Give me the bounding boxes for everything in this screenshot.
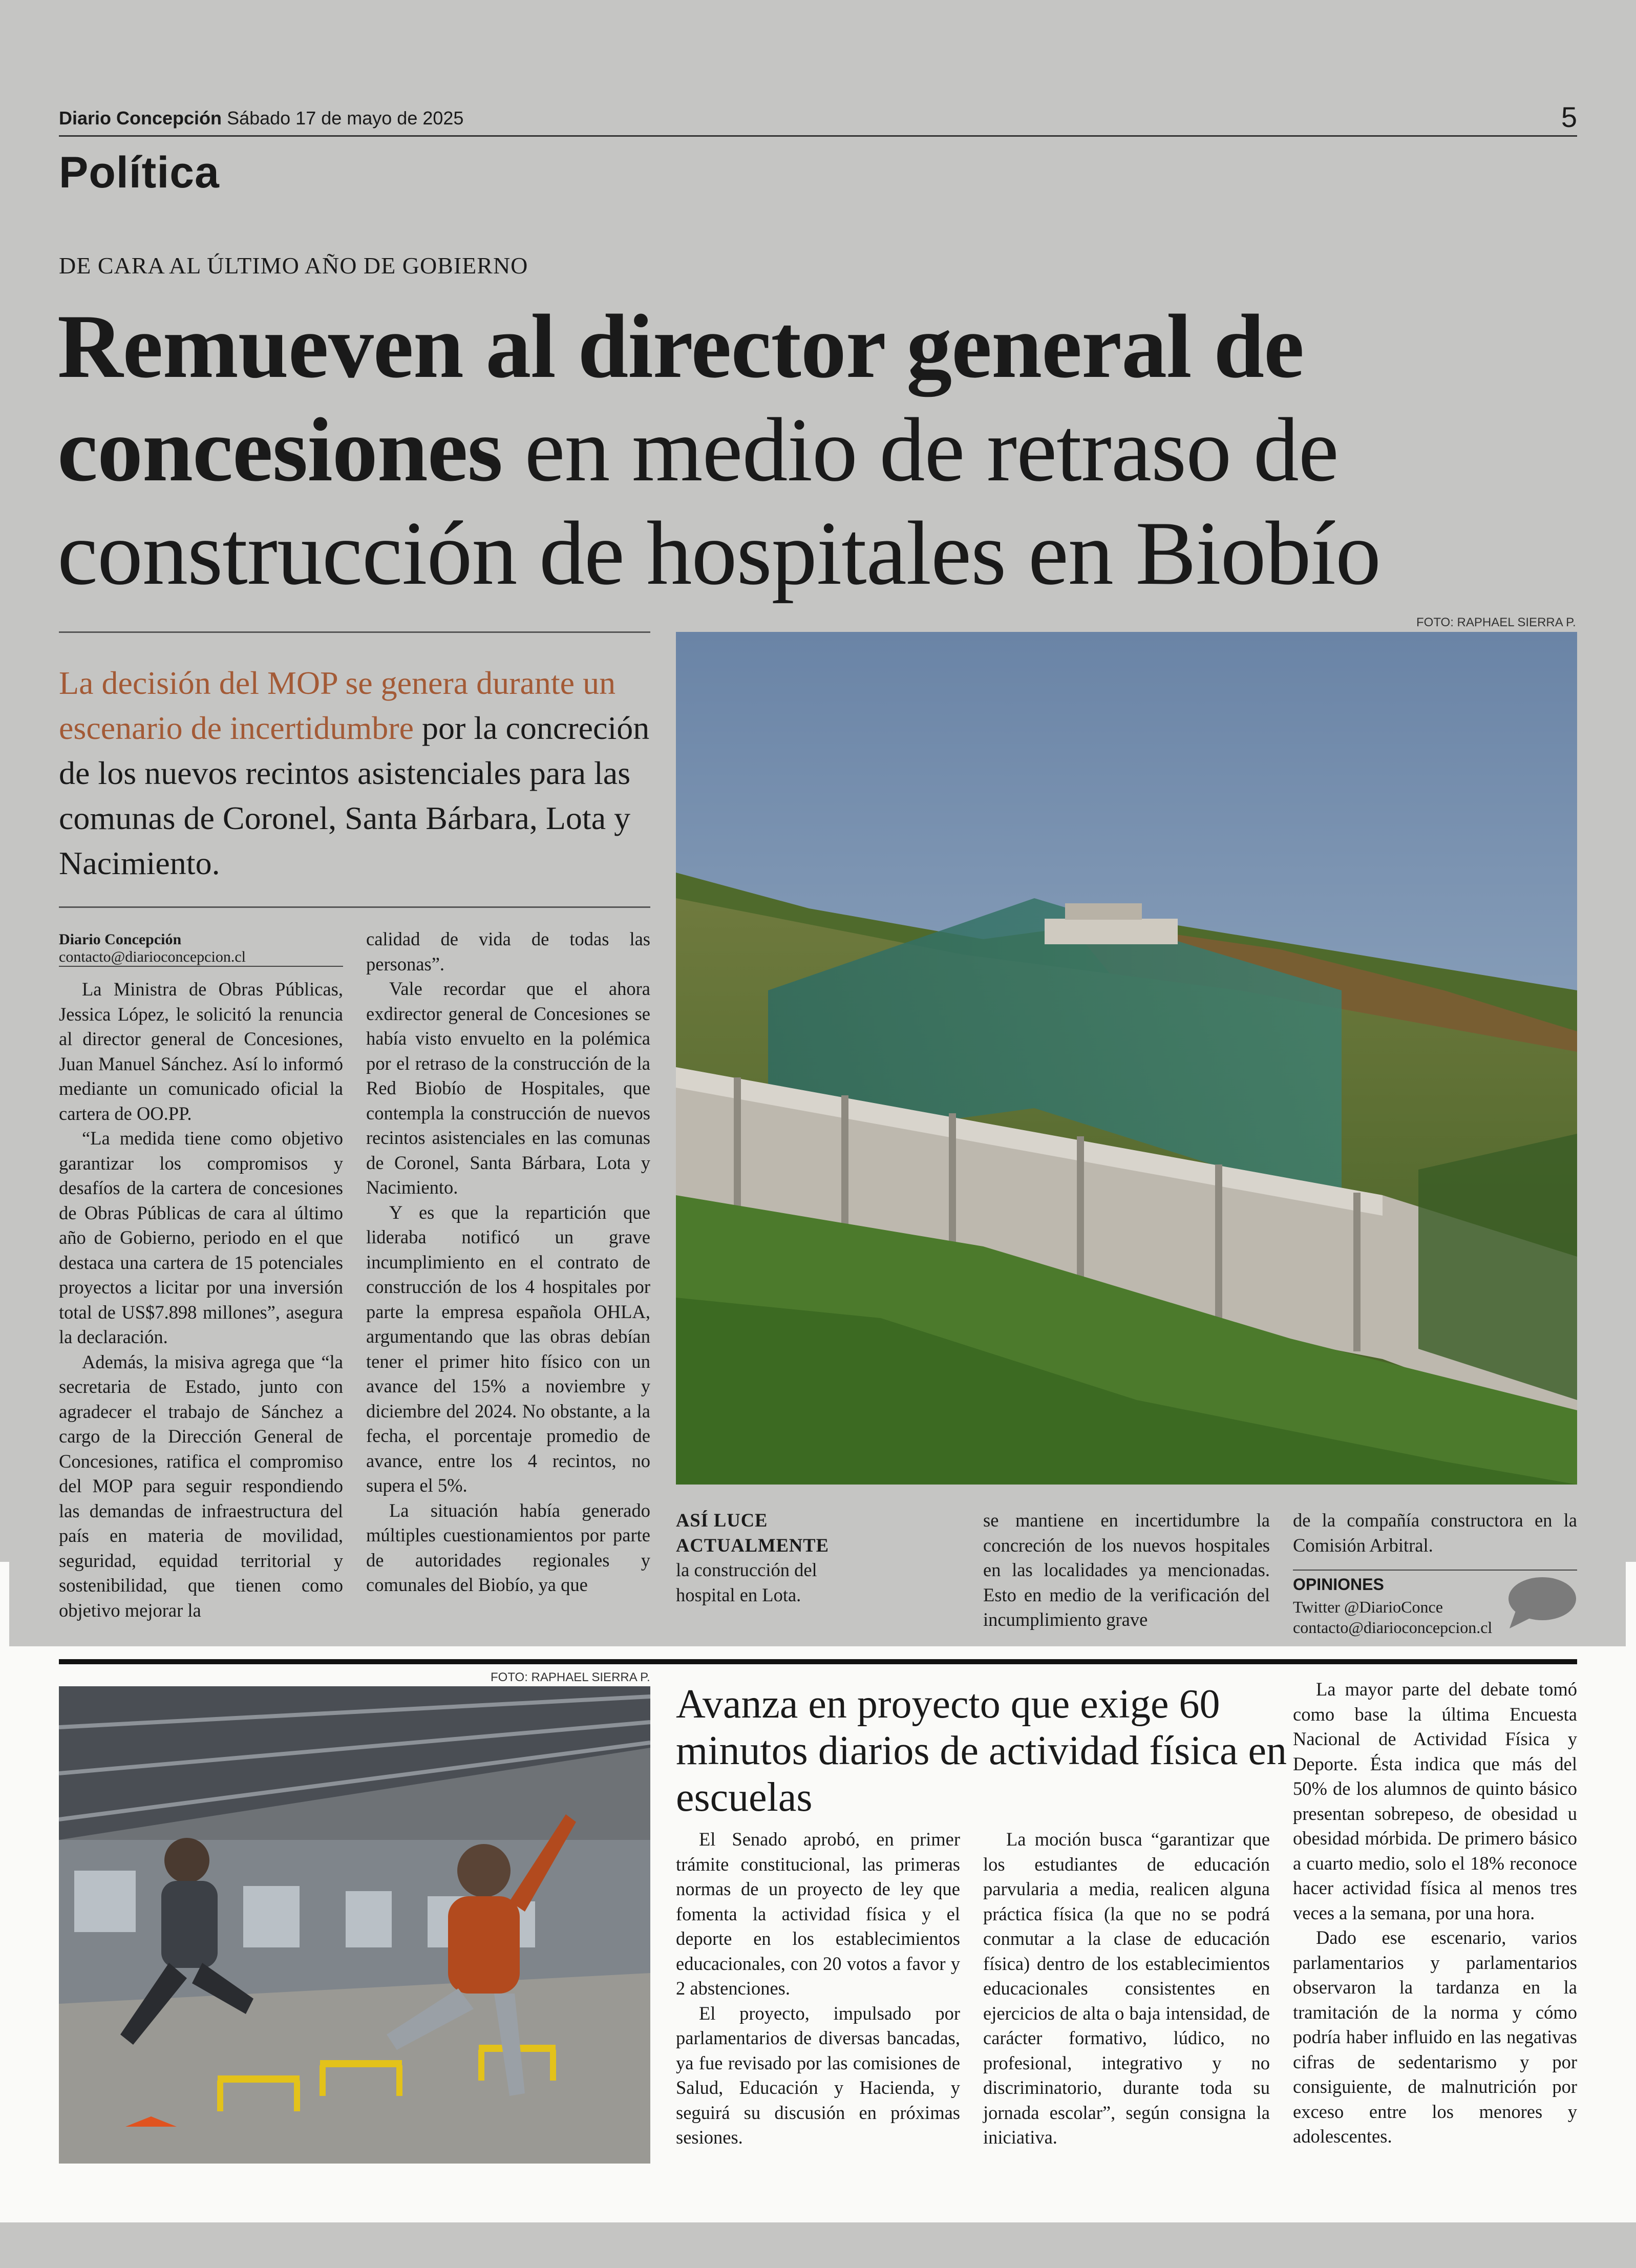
paragraph: La Ministra de Obras Públicas, Jessica López, le solicitó la renuncia al director general de Concesiones, Juan Manuel Sánchez. Así lo informó mediante un comunicado oficial la cartera de OO.PP. bbox=[59, 979, 343, 1124]
masthead bbox=[59, 108, 463, 129]
story-divider bbox=[59, 1659, 1577, 1664]
lede-rest: por la concreción de los nuevos recintos asistenciales para las comunas de Coronel, Santa Bárbara, Lota y Nacimiento. bbox=[59, 710, 650, 881]
opiniones-twitter: Twitter @DiarioConce bbox=[1293, 1598, 1443, 1616]
speech-bubble-icon bbox=[1505, 1575, 1577, 1631]
issue-date: Sábado 17 de mayo de 2025 bbox=[227, 108, 464, 129]
page-background-lower bbox=[0, 2222, 1636, 2268]
main-column-1 bbox=[59, 977, 343, 1623]
byline-email: contacto@diarioconcepcion.cl bbox=[59, 948, 246, 965]
page-margin-right bbox=[1626, 1562, 1636, 1646]
paragraph: La situación había generado múltiples cuestionamientos por parte de autoridades regionales y comunales del Biobío, ya que bbox=[366, 1499, 650, 1595]
paragraph: Vale recordar que el ahora exdirector general de Concesiones se había visto envuelto en la polémica por el retraso de la construcción de la Red Biobío de Hospitales, que contempla la construcción de nuevos recintos asistenciales en las comunas de Coronel, Santa Bárbara, Lota y Nacimiento. bbox=[366, 978, 650, 1198]
paragraph: La moción busca “garantizar que los estudiantes de educación parvularia a media, realicen alguna práctica física (la que no se podrá conmutar a la clase de educación física) dentro de los establecimientos educacionales consistentes en ejercicios de alta o baja intensidad, de carácter formativo, lúdico, no profesional, integrativo y no discriminatorio, durante toda su jornada escolar”, según consigna la iniciativa. bbox=[983, 1829, 1270, 2148]
paragraph: La mayor parte del debate tomó como base la última Encuesta Nacional de Actividad Física y Deporte. Ésta indica que más del 50% de los alumnos de quinto básico presentan sobrepeso, de obesidad u obesidad mórbida. De primero básico a cuarto medio, solo el 18% reconoce hacer actividad física al menos tres veces a la semana, por una hora. bbox=[1293, 1679, 1577, 1923]
header-rule bbox=[59, 135, 1577, 137]
main-column-4 bbox=[1293, 1508, 1577, 1558]
main-column-3 bbox=[983, 1508, 1270, 1633]
second-column-1 bbox=[676, 1827, 960, 2150]
paragraph: de la compañía constructora en la Comisión Arbitral. bbox=[1293, 1510, 1577, 1556]
opiniones-email: contacto@diarioconcepcion.cl bbox=[1293, 1618, 1493, 1637]
paragraph: “La medida tiene como objetivo garantizar los compromisos y desafíos de la cartera de concesiones de Obras Públicas de cara al último año de Gobierno, periodo en el que destaca una cartera de 15 potenciales proyectos a licitar por una inversión total de US$7.898 millones”, asegura la declaración. bbox=[59, 1128, 343, 1347]
paragraph: El proyecto, impulsado por parlamentarios de diversas bancadas, ya fue revisado por las comisiones de Salud, Educación y Hacienda, y seguirá su discusión en próximas sesiones. bbox=[676, 2002, 960, 2148]
second-column-3 bbox=[1293, 1677, 1577, 2149]
hospital-site-photo bbox=[676, 632, 1577, 1485]
paragraph: Y es que la repartición que lideraba notificó un grave incumplimiento en el contrato de construcción de los 4 hospitales por parte la empresa española OHLA, argumentando que las obras debían tener el primer hito físico con un avance del 15% a noviembre y diciembre del 2024. No obstante, a la fecha, el porcentaje promedio de avance, entre los 4 recintos, no supera el 5%. bbox=[366, 1201, 650, 1496]
kicker: DE CARA AL ÚLTIMO AÑO DE GOBIERNO bbox=[59, 252, 528, 279]
caption-text: la construcción del hospital en Lota. bbox=[676, 1559, 817, 1605]
school-exercise-photo bbox=[59, 1686, 650, 2164]
photo-credit-main: FOTO: RAPHAEL SIERRA P. bbox=[1416, 616, 1576, 629]
paragraph: Dado ese escenario, varios parlamentarios y parlamentarios observaron la tardanza en la tramitación de la norma y cómo podría haber influido en las negativas cifras de sedentarismo y por consiguiente, de malnutrición por exceso entre los menores y adolescentes. bbox=[1293, 1927, 1577, 2147]
paper-name: Diario Concepción bbox=[59, 108, 222, 129]
main-headline bbox=[57, 294, 1583, 605]
headline-regular: en medio de retraso de construcción de hospitales en Biobío bbox=[57, 399, 1381, 604]
opiniones-contact bbox=[1293, 1597, 1492, 1638]
lede-accent: La decisión del MOP se genera durante un escenario de incertidumbre bbox=[59, 665, 616, 746]
main-column-2 bbox=[366, 927, 650, 1598]
headline-bold: Remueven al director general de concesiones bbox=[57, 295, 1304, 500]
section-title: Política bbox=[59, 148, 220, 197]
photo-caption bbox=[676, 1508, 850, 1607]
opiniones-rule bbox=[1293, 1570, 1577, 1571]
second-headline: Avanza en proyecto que exige 60 minutos diarios de actividad física en escuelas bbox=[676, 1682, 1287, 1820]
paragraph: calidad de vida de todas las personas”. bbox=[366, 928, 650, 974]
paragraph: se mantiene en incertidumbre la concreción de los nuevos hospitales en las localidades ya mencionadas. Esto en medio de la verificación del incumplimiento grave bbox=[983, 1510, 1270, 1630]
second-column-2 bbox=[983, 1827, 1270, 2150]
photo-credit-second: FOTO: RAPHAEL SIERRA P. bbox=[491, 1670, 650, 1684]
byline bbox=[59, 931, 343, 966]
page-number: 5 bbox=[1561, 101, 1577, 133]
lede-rule-bottom bbox=[59, 906, 650, 908]
lede bbox=[59, 661, 653, 886]
caption-title: ASÍ LUCE ACTUALMENTE bbox=[676, 1510, 829, 1556]
lede-rule-top bbox=[59, 631, 650, 633]
byline-rule bbox=[59, 966, 343, 967]
opiniones-label: OPINIONES bbox=[1293, 1575, 1384, 1594]
page-margin-left bbox=[0, 1562, 9, 1646]
byline-name: Diario Concepción bbox=[59, 931, 182, 948]
paragraph: El Senado aprobó, en primer trámite constitucional, las primeras normas de un proyecto de ley que fomenta la actividad física y el deporte en los establecimientos educacionales, con 20 votos a favor y 2 abstenciones. bbox=[676, 1829, 960, 1999]
paragraph: Además, la misiva agrega que “la secretaria de Estado, junto con agradecer el trabajo de Sánchez a cargo de la Dirección General de Concesiones, ratifica el compromiso del MOP para seguir respondiendo las demandas de infraestructura del país en materia de movilidad, seguridad, equidad territorial y sostenibilidad, que tienen como objetivo mejorar la bbox=[59, 1351, 343, 1621]
